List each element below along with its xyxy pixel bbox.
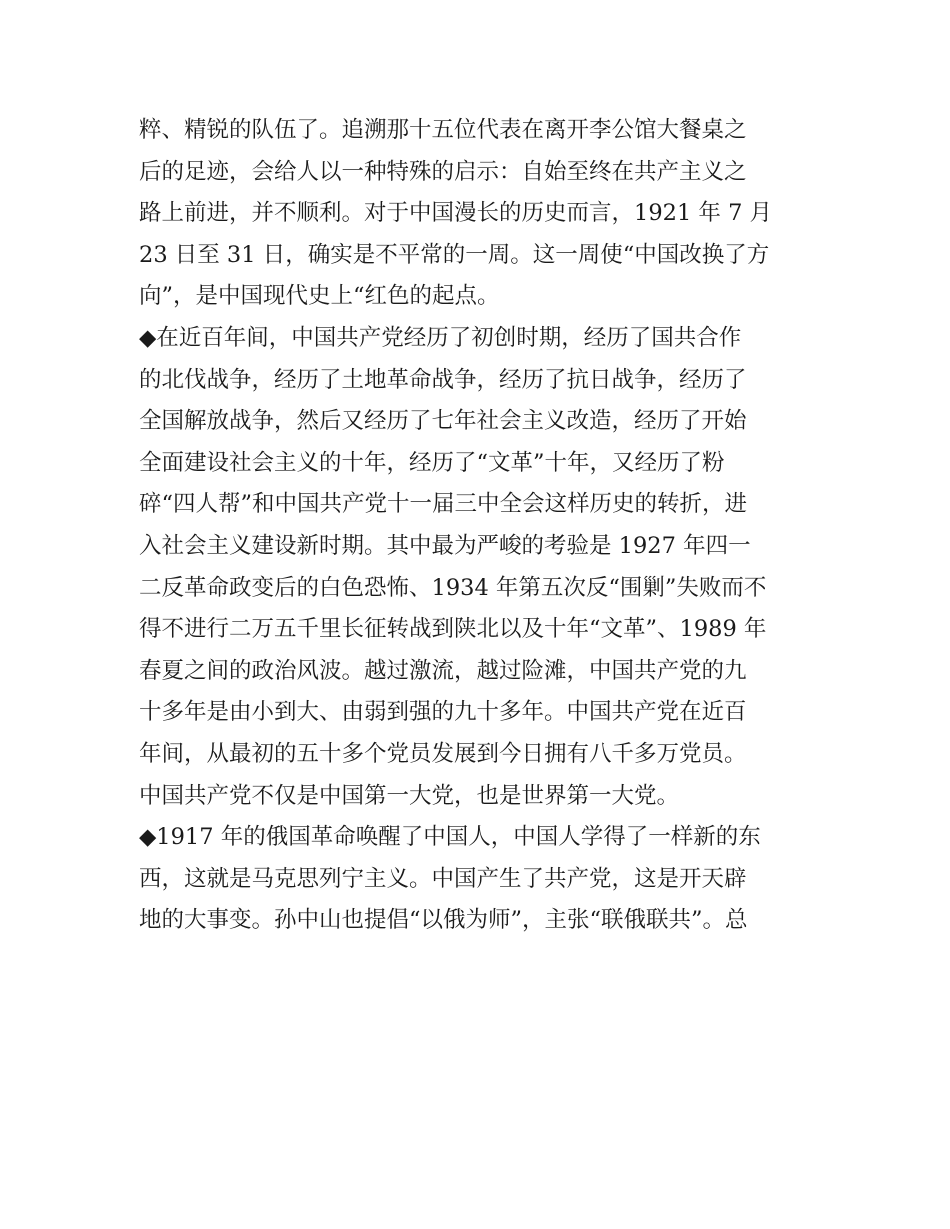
text-line: 全国解放战争，然后又经历了七年社会主义改造，经历了开始 <box>139 408 747 435</box>
text-line: 春夏之间的政治风波。越过激流，越过险滩，中国共产党的九 <box>139 657 747 684</box>
text-line: 年间，从最初的五十多个党员发展到今日拥有八千多万党员。 <box>139 740 747 767</box>
text-line: ◆在近百年间，中国共产党经历了初创时期，经历了国共合作 <box>139 324 742 351</box>
body-text <box>139 110 819 942</box>
text-line: 十多年是由小到大、由弱到强的九十多年。中国共产党在近百 <box>139 699 747 726</box>
text-line: 地的大事变。孙中山也提倡“以俄为师”，主张“联俄联共”。总 <box>139 907 748 934</box>
text-line: 的北伐战争，经历了土地革命战争，经历了抗日战争，经历了 <box>139 366 747 393</box>
text-line: 粹、精锐的队伍了。追溯那十五位代表在离开李公馆大餐桌之 <box>139 117 747 143</box>
text-line: 碎“四人帮”和中国共产党十一届三中全会这样历史的转折，进 <box>139 491 748 518</box>
text-line: 路上前进，并不顺利。对于中国漫长的历史而言，1921 年 7 月 <box>139 200 773 227</box>
text-line: 入社会主义建设新时期。其中最为严峻的考验是 1927 年四一 <box>139 532 751 559</box>
text-line: ◆1917 年的俄国革命唤醒了中国人，中国人学得了一样新的东 <box>139 824 761 851</box>
text-line: 全面建设社会主义的十年，经历了“文革”十年，又经历了粉 <box>139 449 725 476</box>
text-line: 西，这就是马克思列宁主义。中国产生了共产党，这是开天辟 <box>139 865 747 892</box>
text-line: 中国共产党不仅是中国第一大党，也是世界第一大党。 <box>139 782 680 809</box>
text-line: 向”，是中国现代史上“红色的起点。 <box>139 283 500 310</box>
text-line: 后的足迹，会给人以一种特殊的启示：自始至终在共产主义之 <box>139 158 747 185</box>
text-line: 得不进行二万五千里长征转战到陕北以及十年“文革”、1989 年 <box>139 616 767 643</box>
text-line: 23 日至 31 日，确实是不平常的一周。这一周使“中国改换了方 <box>139 241 770 268</box>
text-line: 二反革命政变后的白色恐怖、1934 年第五次反“围剿”失败而不 <box>139 574 767 601</box>
